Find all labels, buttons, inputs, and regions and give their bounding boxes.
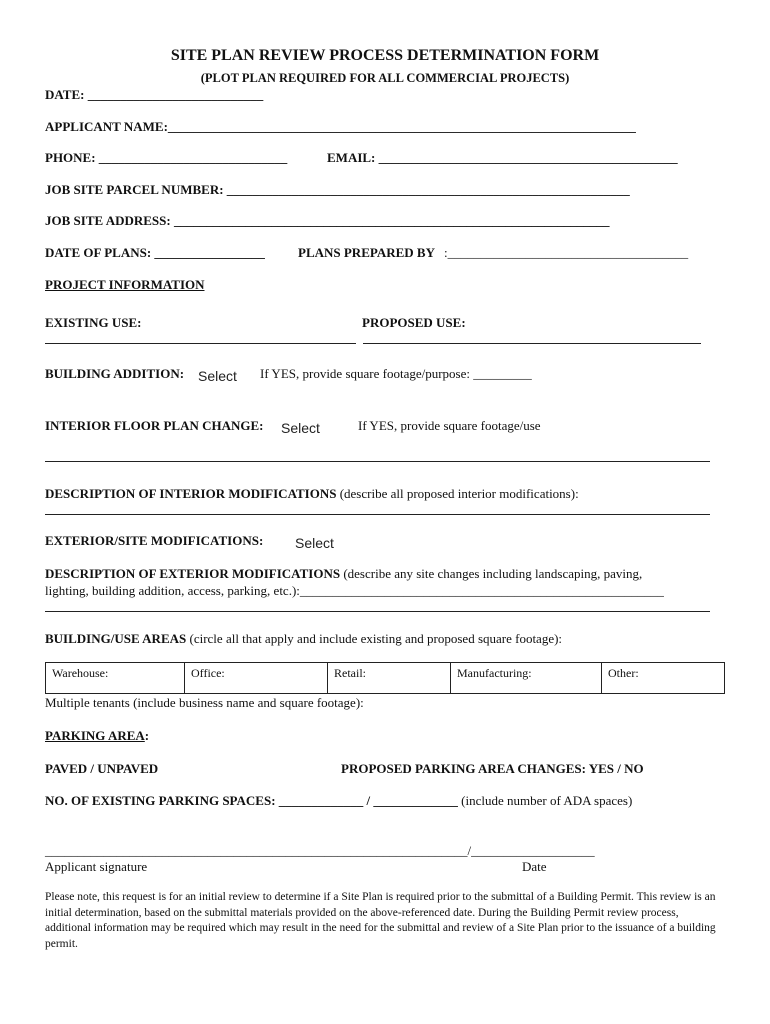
multiple-tenants-label: Multiple tenants (include business name and square footage): xyxy=(45,695,364,710)
building-use-label: BUILDING/USE AREAS xyxy=(45,631,187,646)
area-other[interactable]: Other: xyxy=(602,663,725,694)
disclaimer-note: Please note, this request is for an initial review to determine if a Site Plan is required prior to the submittal of a Building Permit. This review is an initial determination, based on the submittal materials provided on the above-referenced date. During the Building Permit review process, additional information may be required which may result in the need for the submittal and review of a Site Plan prior to the issuance of a building permit. xyxy=(45,891,716,950)
date-field[interactable]: DATE: ___________________________ xyxy=(45,87,264,102)
paved-unpaved-label[interactable]: PAVED / UNPAVED xyxy=(45,761,159,776)
interior-modifications-label: DESCRIPTION OF INTERIOR MODIFICATIONS xyxy=(45,486,337,501)
proposed-use-label: PROPOSED USE: xyxy=(362,315,466,330)
plans-prepared-label: PLANS PREPARED BY xyxy=(298,245,435,260)
exterior-description-label: DESCRIPTION OF EXTERIOR MODIFICATIONS xyxy=(45,566,341,581)
area-retail[interactable]: Retail: xyxy=(328,663,451,694)
area-warehouse[interactable]: Warehouse: xyxy=(46,663,185,694)
table-row xyxy=(46,663,725,694)
date-of-plans-field[interactable]: DATE OF PLANS: _________________ xyxy=(45,245,265,260)
applicant-name-field[interactable]: APPLICANT NAME:________________________________________________________________________ xyxy=(45,119,636,134)
building-addition-note: If YES, provide square footage/purpose: _________ xyxy=(260,366,532,381)
interior-change-label: INTERIOR FLOOR PLAN CHANGE: xyxy=(45,418,264,433)
interior-modifications-hint: (describe all proposed interior modifications): xyxy=(336,486,579,501)
parking-area-label: PARKING AREA xyxy=(45,728,145,743)
email-field[interactable]: EMAIL: ______________________________________________ xyxy=(327,150,678,165)
parking-spaces-field[interactable]: NO. OF EXISTING PARKING SPACES: _____________ / _____________ xyxy=(45,793,458,808)
signature-date-label: Date xyxy=(522,859,547,874)
building-use-areas-table xyxy=(45,662,725,694)
parking-spaces-row xyxy=(45,793,632,809)
exterior-description-heading xyxy=(45,566,642,582)
project-information-heading: PROJECT INFORMATION xyxy=(45,277,205,292)
existing-use-label: EXISTING USE: xyxy=(45,315,142,330)
exterior-modifications-select[interactable]: Select xyxy=(295,535,334,551)
existing-use-line[interactable] xyxy=(45,343,356,344)
exterior-modifications-label: EXTERIOR/SITE MODIFICATIONS: xyxy=(45,533,264,548)
plans-prepared-field[interactable]: :_____________________________________ xyxy=(444,245,689,260)
parking-area-colon: : xyxy=(144,728,150,743)
applicant-signature-label: Applicant signature xyxy=(45,859,148,874)
parking-area-heading xyxy=(45,728,149,744)
exterior-description-line2[interactable] xyxy=(45,611,710,612)
proposed-use-line[interactable] xyxy=(363,343,701,344)
building-addition-select[interactable]: Select xyxy=(198,368,237,384)
phone-field[interactable]: PHONE: _____________________________ xyxy=(45,150,288,165)
job-site-address-field[interactable]: JOB SITE ADDRESS: ___________________________________________________________________ xyxy=(45,213,610,228)
parking-changes-label[interactable]: PROPOSED PARKING AREA CHANGES: YES / NO xyxy=(341,761,644,776)
signature-line[interactable]: _________________________________________________________________/___________________ xyxy=(45,843,595,858)
interior-modifications-heading xyxy=(45,486,579,502)
area-office[interactable]: Office: xyxy=(185,663,328,694)
area-manufacturing[interactable]: Manufacturing: xyxy=(451,663,602,694)
parking-spaces-hint: (include number of ADA spaces) xyxy=(457,793,633,808)
building-addition-label: BUILDING ADDITION: xyxy=(45,366,185,381)
exterior-description-hint: (describe any site changes including landscaping, paving, xyxy=(340,566,643,581)
form-title: SITE PLAN REVIEW PROCESS DETERMINATION FORM xyxy=(170,47,600,64)
building-use-heading xyxy=(45,631,562,647)
interior-change-select[interactable]: Select xyxy=(281,420,320,436)
form-subtitle: (PLOT PLAN REQUIRED FOR ALL COMMERCIAL PROJECTS) xyxy=(200,71,570,85)
interior-change-note: If YES, provide square footage/use xyxy=(358,418,541,433)
parcel-number-field[interactable]: JOB SITE PARCEL NUMBER: ______________________________________________________________ xyxy=(45,182,630,197)
interior-modifications-line[interactable] xyxy=(45,514,710,515)
exterior-description-line1[interactable]: lighting, building addition, access, parking, etc.):________________________________________________________ xyxy=(45,583,664,598)
interior-change-line[interactable] xyxy=(45,461,710,462)
building-use-hint: (circle all that apply and include existing and proposed square footage): xyxy=(186,631,563,646)
